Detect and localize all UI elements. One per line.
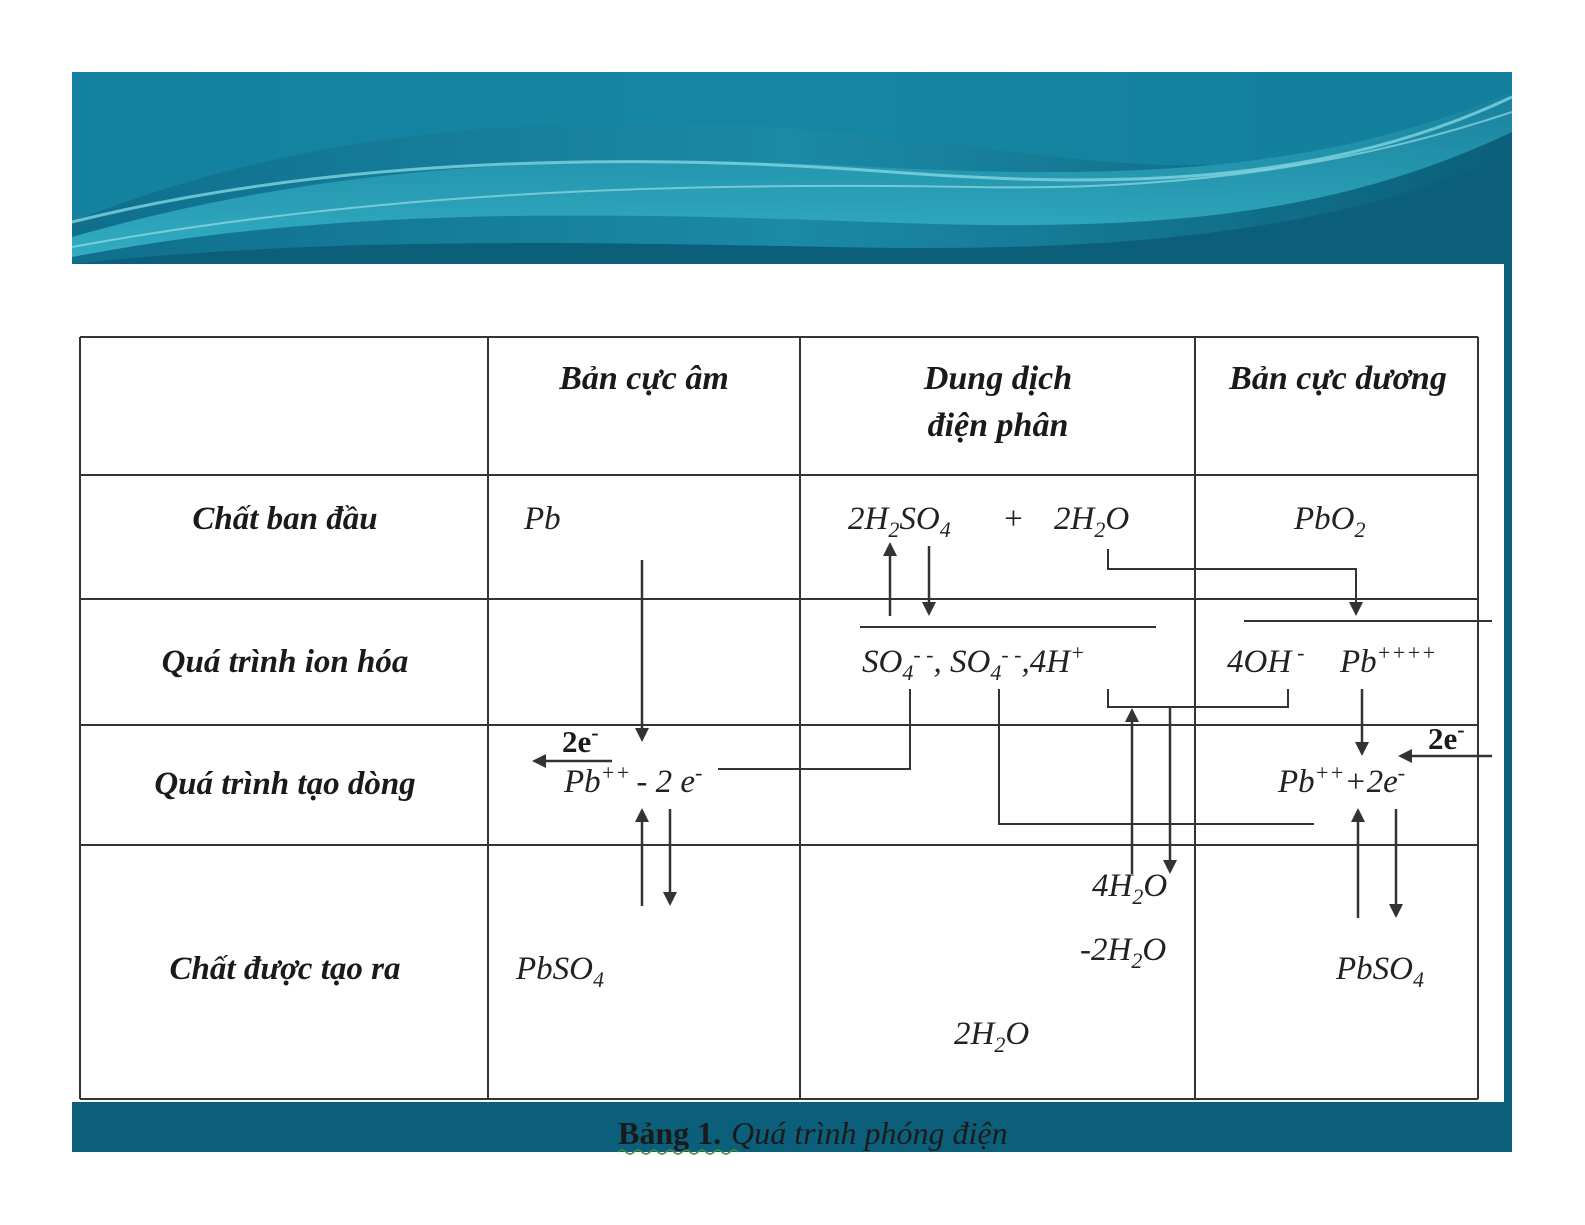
connector-h2o-to-pbo2 [1108,549,1356,604]
row-label-current-generation: Quá trình tạo dòng [154,766,416,802]
arrowhead [1351,808,1365,822]
sol-product-2h2o: $2H_2O$ [954,1016,1030,1057]
column-header-negative-plate: Bản cực âm [559,360,729,397]
discharge-process-table [72,264,1504,1151]
sol-initial-h2so4: $2H_2SO_4$ [848,501,951,542]
row-label-ionization: Quá trình ion hóa [161,644,409,680]
neg-product-pbso4: PbSO$_4$ [516,951,604,992]
arrowhead [1355,742,1369,756]
column-header-electrolyte-line1: Dung dịch [923,360,1073,397]
column-header-positive-plate: Bản cực dương [1229,360,1447,397]
sol-ion-species: $SO_4^{- -}$, $SO_4^{- -},4H^+$ [862,640,1085,685]
arrowhead [1389,904,1403,918]
neg-electron-label: 2e- [562,720,599,759]
sol-initial-h2o: $2H_2O$ [1054,501,1130,542]
sol-initial-plus: + [1002,501,1025,537]
pos-current-equation: Pb+++2e- [1278,760,1406,800]
neg-current-equation: Pb++ - 2 e- [564,760,703,800]
arrowhead [663,892,677,906]
row-label-products: Chất được tạo ra [169,951,401,987]
arrowhead [922,602,936,616]
arrowhead [883,542,897,556]
sol-product-minus-2h2o: $-2H_2O$ [1080,932,1167,973]
neg-initial-pb: Pb [524,501,561,537]
pos-ion-pb: Pb++++ [1340,640,1437,680]
pos-product-pbso4: PbSO$_4$ [1336,951,1424,992]
pos-ion-oh: 4OH - [1227,640,1305,680]
arrowhead [1349,602,1363,616]
table-area [72,264,1504,1151]
arrowhead [1125,708,1139,722]
arrowhead [532,754,546,768]
row-label-initial-substance: Chất ban đầu [192,501,378,537]
connector-so4-to-positive [999,689,1314,824]
arrowhead [635,728,649,742]
sol-product-4h2o: $4H_2O$ [1092,868,1168,909]
table-caption: Bảng 1. Quá trình phóng điện [618,1115,1008,1151]
pos-initial-pbo2: PbO$_2$ [1294,501,1366,542]
arrowhead [635,808,649,822]
connector-h-to-oh [1108,689,1288,707]
slide [72,72,1512,1152]
connector-so4-to-negative [718,689,910,769]
column-header-electrolyte-line2: điện phân [927,407,1069,444]
pos-electron-label: 2e- [1428,717,1465,756]
header-wave-decoration [72,72,1512,264]
